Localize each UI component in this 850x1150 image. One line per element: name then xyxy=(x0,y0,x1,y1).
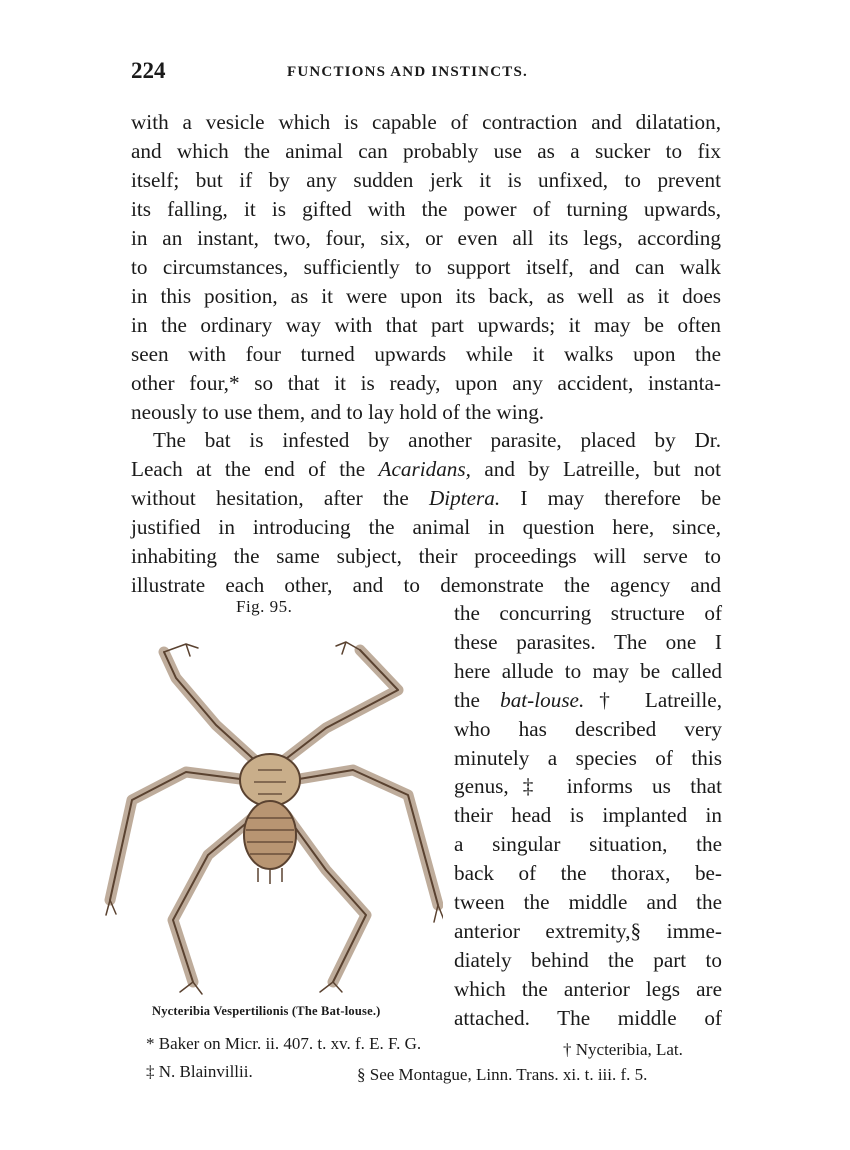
text-line: minutely a species of this xyxy=(454,745,722,770)
text-line: The bat is infested by another parasite, placed by Dr. xyxy=(153,428,721,452)
text-line: genus,‡ informs us that xyxy=(454,774,722,799)
text-line: neously to use them, and to lay hold of the wing. xyxy=(131,400,545,424)
text-line xyxy=(131,455,721,484)
text-line: other four,* so that it is ready, upon any accident, instanta- xyxy=(131,371,721,395)
text-run: and by Latreille, but not xyxy=(470,457,721,481)
text-line: seen with four turned upwards while it walks upon the xyxy=(131,342,721,366)
text-line: in the ordinary way with that part upwards; it may be often xyxy=(131,313,721,337)
bat-louse-illustration xyxy=(98,630,443,1000)
paragraph-1 xyxy=(131,108,721,427)
page-number: 224 xyxy=(131,58,166,83)
thorax xyxy=(240,754,300,806)
text-run: without hesitation, after the xyxy=(131,486,429,510)
text-line: illustrate each other, and to demonstrate the agency and xyxy=(131,573,721,597)
text-line: with a vesicle which is capable of contraction and dilatation, xyxy=(131,110,721,134)
text-line: the concurring structure of xyxy=(454,601,722,625)
text-line: and which the animal can probably use as a sucker to fix xyxy=(131,139,721,163)
text-run: † Latreille, xyxy=(584,687,722,712)
text-run: I may therefore be xyxy=(500,486,721,510)
text-run: Leach at the end of the xyxy=(131,457,379,481)
text-line: in this position, as it were upon its back, as well as it does xyxy=(131,284,721,308)
engraving-svg xyxy=(98,630,443,1000)
footnote-dagger: † Nycteribia, Lat. xyxy=(563,1040,683,1059)
text-line: a singular situation, the xyxy=(454,832,722,857)
footnote-star: * Baker on Micr. ii. 407. t. xv. f. E. F. G. xyxy=(146,1034,422,1053)
footnote-section: § See Montague, Linn. Trans. xi. t. iii. f. 5. xyxy=(357,1065,648,1084)
text-line: back of the thorax, be- xyxy=(454,861,722,886)
side-column xyxy=(454,599,722,1033)
text-run: the xyxy=(454,687,501,712)
italic-term: bat-louse. xyxy=(500,687,585,712)
text-line: in an instant, two, four, six, or even all its legs, according xyxy=(131,226,721,250)
text-line xyxy=(131,484,721,513)
text-line xyxy=(454,686,722,715)
text-line: anterior extremity,§ imme- xyxy=(454,918,722,943)
text-line: their head is implanted in xyxy=(454,803,722,828)
footnote-double-dagger: ‡ N. Blainvillii. xyxy=(146,1062,253,1081)
figure-caption: Nycteribia Vespertilionis (The Bat-louse.) xyxy=(152,1004,381,1018)
running-head: FUNCTIONS AND INSTINCTS. xyxy=(287,64,528,80)
italic-term: Diptera. xyxy=(428,486,501,510)
text-line: which the anterior legs are xyxy=(454,976,722,1001)
text-line: inhabiting the same subject, their proceedings will serve to xyxy=(131,544,721,568)
text-line: tween the middle and the xyxy=(454,890,722,915)
figure-label: Fig. 95. xyxy=(236,597,293,616)
text-line: justified in introducing the animal in question here, since, xyxy=(131,515,721,539)
text-line: who has described very xyxy=(454,716,722,741)
text-line: its falling, it is gifted with the power of turning upwards, xyxy=(131,197,721,221)
text-line: these parasites. The one I xyxy=(454,629,722,654)
abdomen xyxy=(244,801,296,884)
italic-term: Acaridans, xyxy=(378,457,471,481)
text-line: itself; but if by any sudden jerk it is unfixed, to prevent xyxy=(131,168,721,192)
text-line: attached. The middle of xyxy=(454,1005,722,1030)
text-line: diately behind the part to xyxy=(454,947,722,972)
page-header xyxy=(131,58,723,88)
text-line: here allude to may be called xyxy=(454,658,722,683)
paragraph-2 xyxy=(131,426,721,600)
text-line: to circumstances, sufficiently to support itself, and can walk xyxy=(131,255,721,279)
